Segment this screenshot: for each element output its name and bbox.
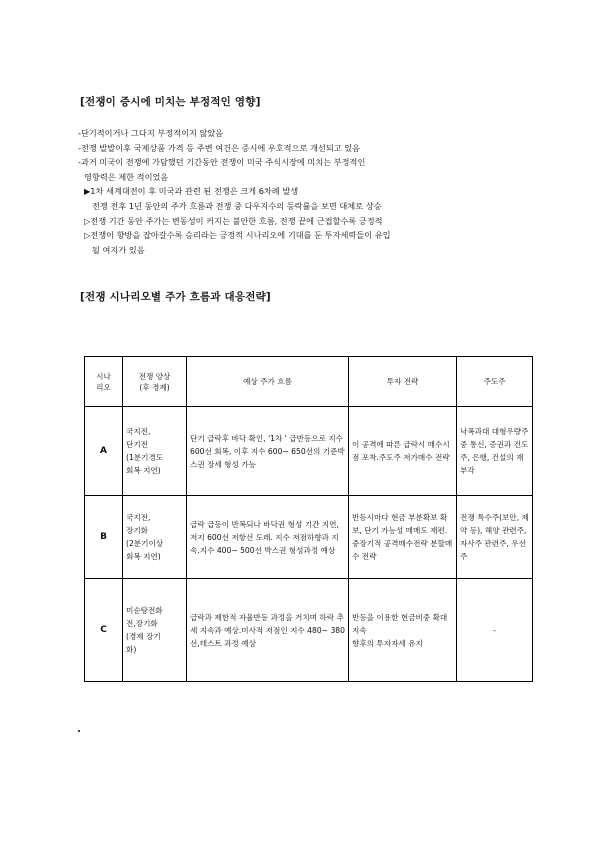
- flow-cell: 급락과 제한적 자율반등 과정을 거치며 하락 추세 지속과 예상.미사적 저점인 지수 480~ 380선,테스트 과정 예상: [187, 579, 349, 682]
- strategy-cell: 이 공격에 따른 급락시 매수시점 포착.주도주 저가매수 전략: [349, 407, 457, 496]
- header-scenario: 시나 리오: [85, 357, 123, 407]
- aspect-cell: 국지전, 단기전 (1분기경도 회복 지연): [123, 407, 187, 496]
- body-line: 될 여지가 있음: [92, 244, 145, 255]
- leaders-cell: 낙폭과대 대형우량주 중 통신, 증권과 건도주, 은행, 건설의 재부각: [457, 407, 533, 496]
- body-line: -단기적이거나 그다지 부정적이지 않았음: [78, 128, 224, 138]
- aspect-cell: 국지전, 장기화 (2분기이상 회복 지연): [123, 496, 187, 579]
- header-strategy: 투자 전략: [349, 357, 457, 407]
- section-heading-negative-impact: [전쟁이 증시에 미치는 부정적인 영향]: [80, 96, 261, 108]
- body-line: 영향력은 제한 적이었음: [84, 171, 169, 182]
- leaders-cell: -: [457, 579, 533, 682]
- body-line: ▶1차 세계대전이 후 미국과 관련 된 전쟁은 크게 6차례 발생: [84, 186, 299, 197]
- table-row: [85, 407, 533, 496]
- flow-cell: 급락 급등이 반복되나 바닥권 형성 기간 지연,저지 600선 저항선 도래. 지수 저점하향과 지속.지수 400~ 500선 박스권 형성과정 예상: [187, 496, 349, 579]
- scenario-cell: A: [85, 407, 123, 496]
- section-heading-scenarios: [전쟁 시나리오별 주가 흐름과 대응전략]: [80, 291, 271, 303]
- flow-cell: 단기 급락후 바닥 확인, '1차 ' 급반등으로 지수 600선 회복, 이후 지수 600~ 650선의 기준박스권 장세 형성 가능: [187, 407, 349, 496]
- body-line: 전쟁 전후 1년 동안의 주가 흐름과 전쟁 중 다우지수의 등락률을 보면 대체로 상승: [92, 200, 382, 211]
- leaders-cell: 전쟁 특수주(보안, 제약 등), 해양 관련주, 자사주 관련주, 우선주: [457, 496, 533, 579]
- table-header-row: [85, 357, 533, 407]
- aspect-cell: 미순탕전화 전,장기화 (경제 장기 화): [123, 579, 187, 682]
- stray-mark: [78, 730, 80, 732]
- table-row: [85, 496, 533, 579]
- body-line: -과거 미국이 전쟁에 가담했던 기간동안 전쟁이 미국 주식시장에 미치는 부정적인: [78, 157, 366, 168]
- table-row: [85, 579, 533, 682]
- header-aspect: 전쟁 양상 (후 경제): [123, 357, 187, 407]
- body-line: ▷전쟁 기간 동안 주가는 변동성이 커지는 불안한 흐름, 전쟁 끝에 근접할수록 긍정적: [84, 215, 383, 226]
- header-flow: 예상 주가 흐름: [187, 357, 349, 407]
- body-line: ▷전쟁이 향방을 잡아갈수록 승리라는 긍정적 시나리오에 기대를 둔 투자세력들이 유입: [84, 230, 391, 241]
- section-body: [78, 126, 518, 257]
- strategy-cell: 반등시마다 현금 부분확보 확보, 단기 가능성 매매도 재편.중장기적 공격매수전략 분할매수 전략: [349, 496, 457, 579]
- scenario-cell: C: [85, 579, 123, 682]
- header-leaders: 주도주: [457, 357, 533, 407]
- scenario-cell: B: [85, 496, 123, 579]
- strategy-cell: 반등을 이용한 현금비중 확대 지속 향후의 투자자세 유지: [349, 579, 457, 682]
- scenario-table: [84, 356, 533, 682]
- body-line: -전쟁 발발이후 국제상품 가격 등 주변 여건은 증시에 우호적으로 개선되고 있음: [78, 142, 361, 153]
